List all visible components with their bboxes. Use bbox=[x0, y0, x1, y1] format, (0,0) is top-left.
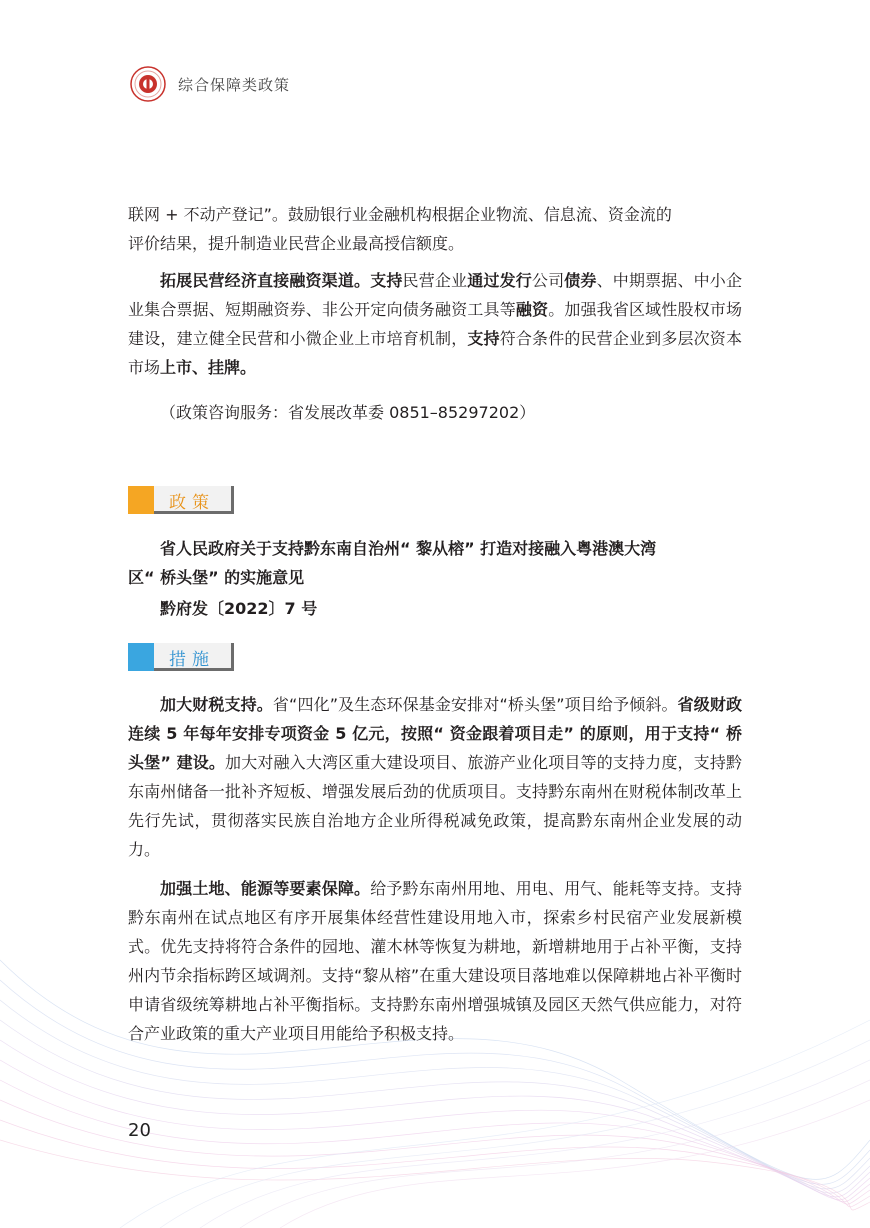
paragraph-heading: 加强土地、能源等要素保障。 bbox=[160, 879, 371, 898]
text-bold: 债券 bbox=[564, 271, 597, 290]
tag-label: 政策 bbox=[169, 492, 215, 513]
text-regular: 省“四化”及生态环保基金安排对“桥头堡”项目给予倾斜。 bbox=[272, 695, 678, 714]
text-bold: 融资 bbox=[515, 300, 549, 319]
section-tag-policy bbox=[128, 486, 234, 514]
logo-emblem-icon bbox=[130, 66, 166, 102]
policy-title-line2: 区“ 桥头堡” 的实施意见 bbox=[128, 568, 305, 587]
text-regular: 给予黔东南州用地、用电、用气、能耗等支持。支持黔东南州在试点地区有序开展集体经营性建设用地入市，探索乡村民宿产业发展新模式。优先支持将符合条件的园地、灌木林等恢复为耕地，新增耕地用于占补平衡，支持州内节余指标跨区域调剂。支持“黎从榕”在重大建设项目落地难以保障耕地占补平衡时申请省级统筹耕地占补平衡指标。支持黔东南州增强城镇及园区天然气供应能力，对符合产业政策的重大产业项目用能给予积极支持。 bbox=[128, 879, 742, 1043]
text-bold: 支持 bbox=[370, 271, 403, 290]
text-bold: 上市、挂牌。 bbox=[160, 358, 257, 377]
tag-label: 措施 bbox=[169, 649, 215, 670]
paragraph-continuation bbox=[128, 200, 742, 258]
tag-accent-bar bbox=[128, 486, 154, 514]
text-bold: 支持 bbox=[467, 329, 500, 348]
text-bold: 省级财政连续 5 年每年安排专项资金 5 亿元，按照“ 资金跟着项目走” 的原则，用于支持“ 桥头堡” 建设。 bbox=[128, 695, 742, 772]
policy-document-number: 黔府发〔2022〕7 号 bbox=[160, 599, 318, 618]
text-regular: 加大对融入大湾区重大建设项目、旅游产业化项目等的支持力度，支持黔东南州储备一批补齐短板、增强发展后劲的优质项目。支持黔东南州在财税体制改革上先行先试，贯彻落实民族自治地方企业所得税减免政策，提高黔东南州企业发展的动力。 bbox=[128, 753, 742, 859]
policy-title-line1: 省人民政府关于支持黔东南自治州“ 黎从榕” 打造对接融入粤港澳大湾 bbox=[160, 539, 657, 558]
paragraph-direct-financing bbox=[128, 266, 742, 382]
text-regular: 民营企业 bbox=[402, 271, 468, 290]
paragraph-line: 联网 + 不动产登记”。鼓励银行业金融机构根据企业物流、信息流、资金流的 bbox=[128, 205, 672, 224]
paragraph-fiscal-support bbox=[128, 690, 742, 864]
text-regular: 、中期票据、中小企业集合票据、短期融资券、非公开定向债务融资工具等 bbox=[128, 271, 742, 319]
text-bold: 通过发行 bbox=[467, 271, 532, 290]
header-title: 综合保障类政策 bbox=[178, 75, 291, 94]
page-header bbox=[130, 64, 290, 104]
text-regular: 。加强我省区域性股权市场建设，建立健全民营和小微企业上市培育机制， bbox=[128, 300, 742, 348]
tag-accent-bar bbox=[128, 643, 154, 671]
page-number: 20 bbox=[128, 1120, 151, 1141]
text-regular: 符合条件的民营企业到多层次资本市场 bbox=[128, 329, 742, 377]
paragraph-heading: 加大财税支持。 bbox=[160, 695, 273, 714]
text-regular: 公司 bbox=[531, 271, 565, 290]
consultation-note: （政策咨询服务：省发展改革委 0851–85297202） bbox=[160, 403, 536, 422]
paragraph-heading: 拓展民营经济直接融资渠道。 bbox=[160, 271, 371, 290]
paragraph-land-energy bbox=[128, 874, 742, 1048]
paragraph-line: 评价结果，提升制造业民营企业最高授信额度。 bbox=[128, 234, 465, 253]
section-tag-measures bbox=[128, 643, 234, 671]
